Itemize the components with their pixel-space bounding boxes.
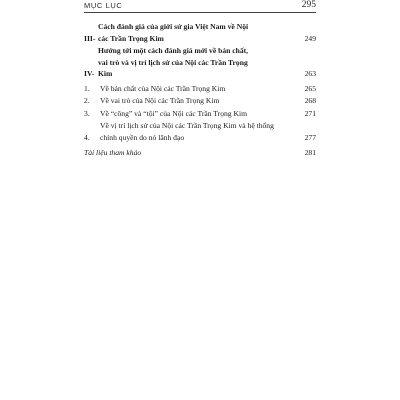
toc-entry-title: Về vị trí lịch sử của Nội các Trần Trọng Kim và hệ thống chính quyền do nó lãnh đạo	[100, 121, 274, 142]
toc-entry-3	[84, 108, 316, 120]
toc-entry-number: IV-	[84, 69, 95, 78]
toc-entry-title: Về bản chất của Nội các Trần Trọng Kim	[100, 83, 226, 93]
toc-entry-page: 263	[304, 69, 316, 78]
toc-entry-2	[84, 95, 316, 107]
toc-entry-number: 2.	[84, 96, 90, 105]
toc-entry-title: Hướng tới một cách đánh giá mới về bản chất, vai trò và vị trí lịch sử của Nội các Trần Trọng Kim	[98, 46, 249, 78]
toc-entry-number: 3.	[84, 108, 90, 118]
header-rule	[84, 12, 316, 13]
header-section-title: MỤC LỤC	[84, 1, 123, 10]
table-of-contents	[84, 21, 316, 160]
toc-entry-number: 4.	[84, 132, 90, 142]
toc-entry-number: III-	[84, 33, 96, 43]
toc-entry-page: 277	[304, 132, 316, 142]
toc-entry-title: Tài liệu tham khảo	[84, 148, 142, 157]
toc-entry-page: 265	[304, 83, 316, 93]
toc-entry-1	[84, 83, 316, 95]
toc-entry-title: Về vai trò của Nội các Trần Trọng Kim	[100, 96, 220, 105]
header-page-number: 295	[301, 0, 316, 10]
toc-entry-page: 271	[304, 108, 316, 118]
toc-entry-references	[84, 147, 316, 159]
toc-entry-4	[84, 120, 316, 143]
toc-entry-iv	[84, 45, 316, 80]
toc-entry-page: 281	[304, 148, 316, 157]
toc-entry-page: 268	[304, 96, 316, 105]
toc-entry-iii	[84, 21, 316, 44]
toc-entry-title: Cách đánh giá của giới sử gia Việt Nam về Nội các Trần Trọng Kim	[98, 22, 249, 43]
toc-entry-title: Về “công” và “tội” của Nội các Trần Trọng Kim	[100, 108, 247, 118]
toc-entry-number: 1.	[84, 83, 90, 93]
toc-entry-page: 249	[304, 33, 316, 43]
